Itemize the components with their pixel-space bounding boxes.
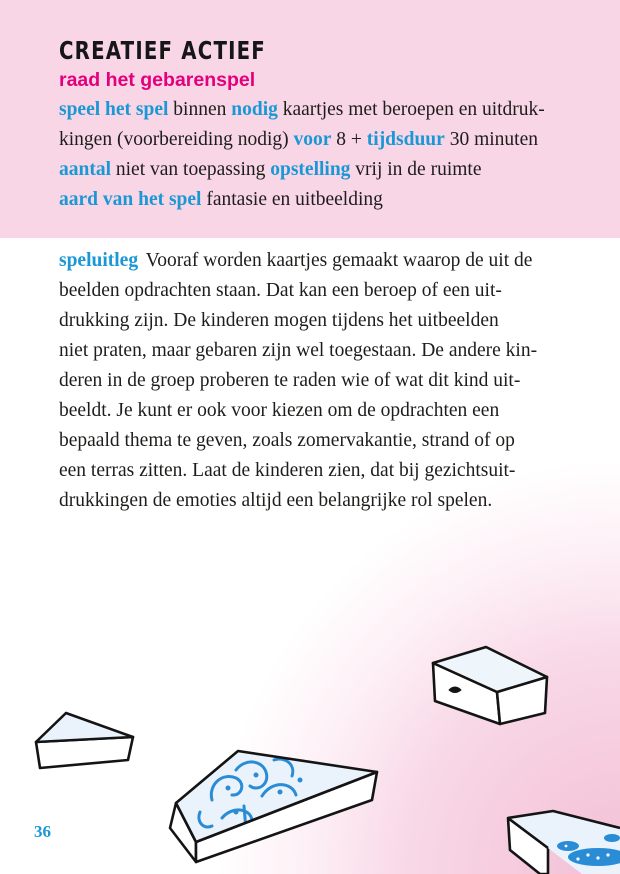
tile-top-face [36, 713, 133, 742]
info-label: speel het spel [59, 99, 169, 120]
game-subtitle: raad het gebarenspel [59, 69, 256, 91]
tile-piece-small [36, 713, 133, 768]
explanation-label: speluitleg [59, 250, 139, 271]
info-text: 30 minuten [449, 129, 538, 150]
body-line: niet praten, maar gebaren zijn wel toegestaan. De andere kin- [59, 340, 538, 361]
body-line: een terras zitten. Laat de kinderen zien, dat bij gezichtsuit- [59, 460, 516, 481]
body-line: deren in de groep proberen te raden wie of wat dit kind uit- [59, 370, 521, 391]
section-title: CREATIEF ACTIEF [59, 36, 266, 65]
info-text: kingen (voorbereiding nodig) [59, 129, 289, 150]
body-text: Vooraf worden kaartjes gemaakt waarop de uit de [145, 250, 533, 271]
info-label: voor [293, 129, 332, 150]
info-text: niet van toepassing [115, 159, 266, 180]
body-line: drukkingen de emoties altijd een belangrijke rol spelen. [59, 490, 493, 511]
info-label: aard van het spel [59, 189, 202, 210]
info-text: fantasie en uitbeelding [206, 189, 383, 210]
body-line: drukking zijn. De kinderen mogen tijdens het uitbeelden [59, 310, 499, 331]
info-label: nodig [231, 99, 278, 120]
info-label: opstelling [270, 159, 351, 180]
body-line: bepaald thema te geven, zoals zomervakantie, strand of op [59, 430, 515, 451]
tile-piece-large [170, 751, 377, 862]
body-line: beelden opdrachten staan. Dat kan een beroep of een uit- [59, 280, 502, 301]
info-text: kaartjes met beroepen en uitdruk- [282, 99, 545, 120]
tile-piece-box [433, 647, 547, 724]
info-text: vrij in de ruimte [355, 159, 482, 180]
info-text: 8 + [336, 129, 362, 150]
info-label: aantal [59, 159, 112, 180]
info-label: tijdsduur [366, 129, 445, 150]
info-text: binnen [173, 99, 227, 120]
tile-piece-corner [508, 811, 620, 874]
page-number: 36 [34, 822, 51, 841]
body-line: beeldt. Je kunt er ook voor kiezen om de opdrachten een [59, 400, 500, 421]
